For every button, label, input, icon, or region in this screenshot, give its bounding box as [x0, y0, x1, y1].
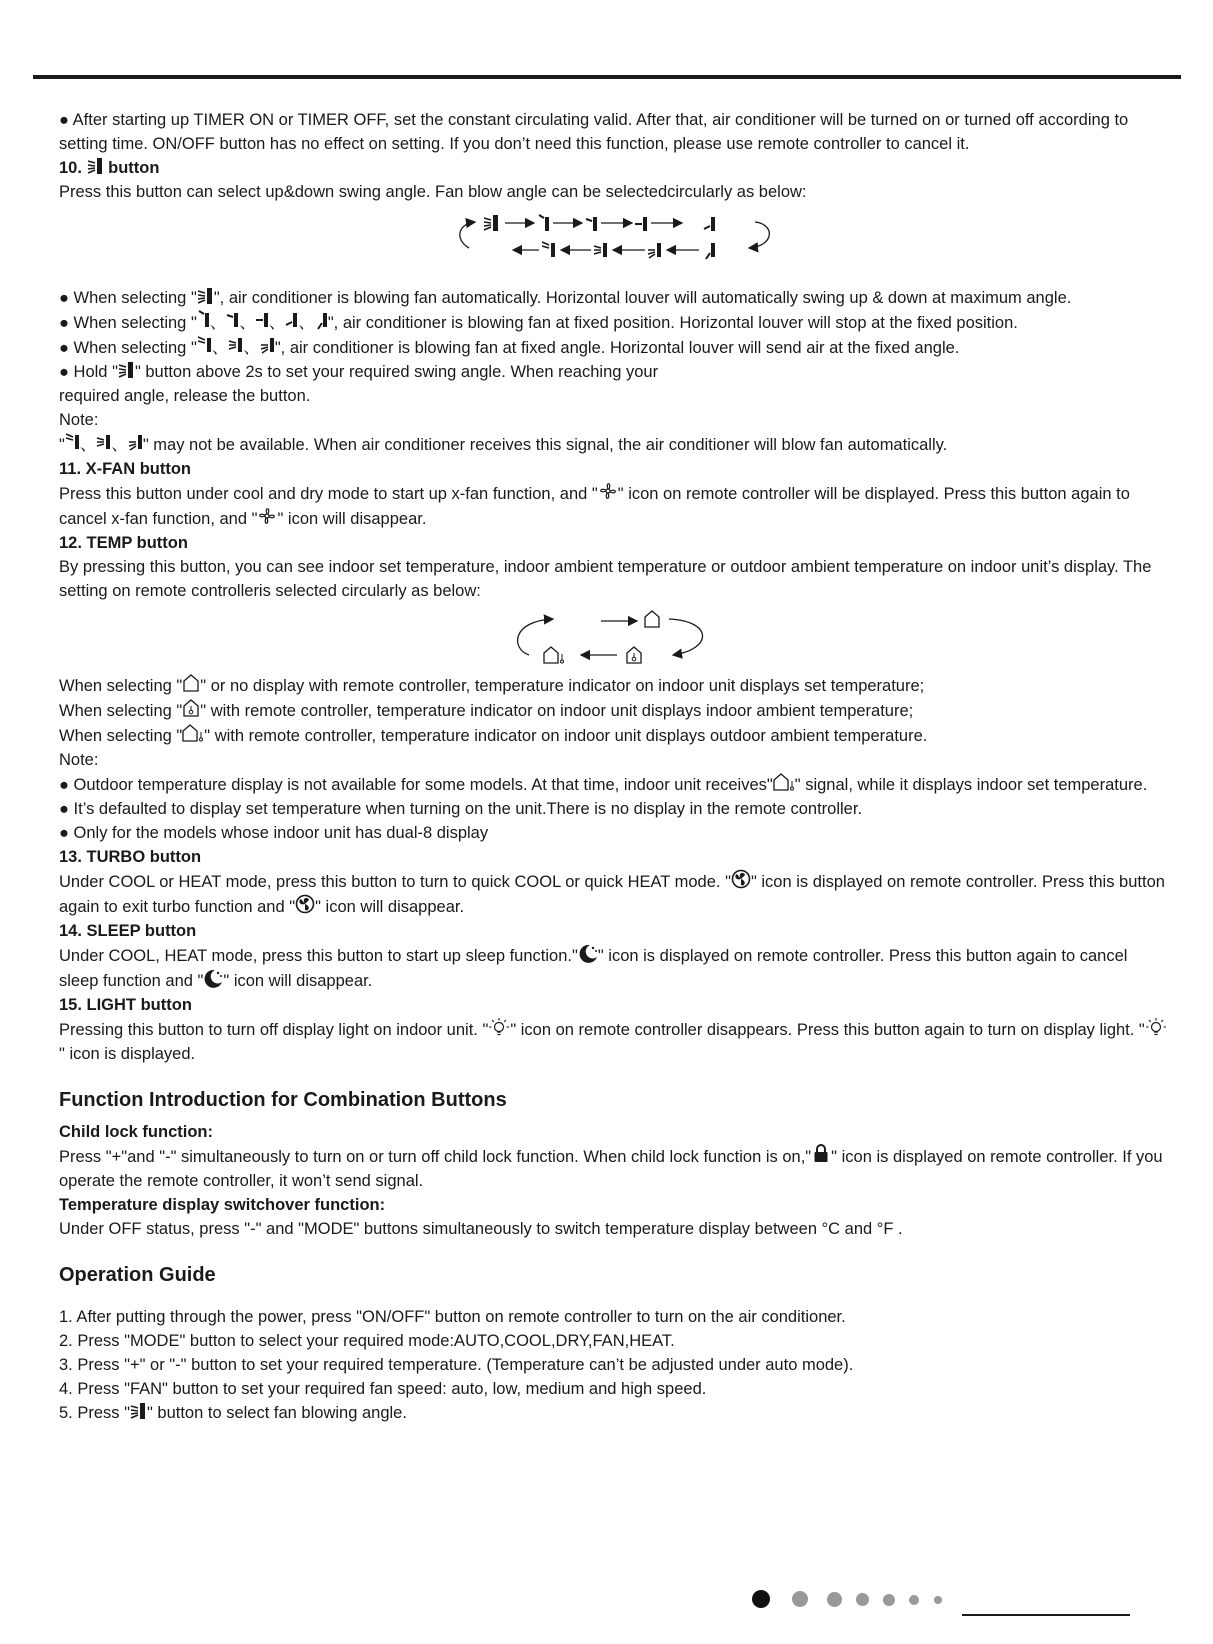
temp-note-3: ● Only for the models whose indoor unit has dual-8 display: [59, 824, 489, 842]
house-indoor-icon: [182, 698, 200, 718]
temp-note-2: ● It’s defaulted to display set temperature when turning on the unit.There is no display in the remote controller.: [59, 800, 863, 818]
lock-icon: [811, 1144, 831, 1164]
diagram-angle-2: [594, 243, 607, 257]
xfan-icon: [257, 506, 277, 526]
turbo-icon: [731, 869, 751, 889]
diagram-pos-3: [635, 217, 647, 231]
sleep-text: Under COOL, HEAT mode, press this button to start up sleep function." " icon is displayed on remote controller. Press this button again to cancel sleep function and " " icon will disappear.: [59, 943, 1169, 993]
house-set-icon: [182, 673, 200, 693]
sleep-heading: 14. SLEEP button: [59, 922, 197, 940]
louver-angle-1-icon: [197, 335, 212, 355]
guide-heading: Operation Guide: [59, 1264, 216, 1286]
timer-note: ● After starting up TIMER ON or TIMER OFF, set the constant circulating valid. After that, air conditioner will be turned on or turned off according to setting time. ON/OFF button has no effect on setting. If you don’t need this function, please use remote controller to cancel it.: [59, 111, 1129, 153]
swing-heading-label: button: [108, 159, 160, 177]
page-dot-active: [752, 1590, 770, 1608]
page-dot: [856, 1593, 869, 1606]
swing-heading-number: 10.: [59, 159, 82, 177]
sleep-icon: [203, 968, 223, 988]
diagram-swing-auto: [484, 215, 498, 231]
louver-pos-3-icon: [256, 310, 269, 330]
swing-note-label: Note:: [59, 411, 99, 429]
guide-step-5: 5. Press " " button to select fan blowing angle.: [59, 1404, 407, 1422]
page-dot: [792, 1591, 808, 1607]
light-heading: 15. LIGHT button: [59, 996, 192, 1014]
louver-pos-2-icon: [226, 310, 239, 330]
child-lock-text: Press "+"and "-" simultaneously to turn on or turn off child lock function. When child lock function is on," " icon is displayed on remote controller. If you operate the remote controller, it won’t send signal.: [59, 1144, 1169, 1193]
document-body: [59, 108, 1169, 1425]
guide-step-4: 4. Press "FAN" button to set your required fan speed: auto, low, medium and high speed.: [59, 1380, 707, 1398]
swing-bullet-hold: ● Hold " " button above 2s to set your required swing angle. When reaching your: [59, 363, 659, 381]
temp-note-1: ● Outdoor temperature display is not available for some models. At that time, indoor unit receives" " signal, while it displays indoor set temperature.: [59, 772, 1169, 797]
guide-step-3: 3. Press "+" or "-" button to set your required temperature. (Temperature can’t be adjusted under auto mode).: [59, 1356, 854, 1374]
louver-angle-2-icon: [228, 335, 243, 355]
diagram-house-indoor: [627, 647, 641, 663]
diagram-pos-5: [706, 243, 715, 259]
page-dot: [909, 1595, 919, 1605]
swing-bullet-auto: ● When selecting " ", air conditioner is blowing fan automatically. Horizontal louver will automatically swing up & down at maximum angle.: [59, 289, 1072, 307]
louver-angle-1-icon: [65, 432, 80, 452]
swing-note: " 、 、 " may not be available. When air conditioner receives this signal, the air conditioner will blow fan automatically.: [59, 432, 1169, 457]
xfan-heading: 11. X-FAN button: [59, 460, 191, 478]
swing-intro: Press this button can select up&down swing angle. Fan blow angle can be selectedcircularly as below:: [59, 183, 807, 201]
swing-icon: [197, 287, 214, 305]
swing-bullet-position: ● When selecting " 、 、 、 、 ", air conditioner is blowing fan at fixed position. Horizontal louver will stop at the fixed position.: [59, 310, 1169, 335]
page-dot: [827, 1592, 842, 1607]
light-bulb-icon: [1145, 1017, 1167, 1037]
top-rule: [33, 75, 1181, 79]
sleep-icon: [578, 943, 598, 963]
swing-cycle-diagram: [449, 210, 779, 276]
swing-icon: [87, 157, 104, 175]
diagram-angle-3: [648, 243, 661, 258]
page-dot: [883, 1594, 895, 1606]
house-outdoor-icon: [182, 723, 204, 743]
combo-heading: Function Introduction for Combination Buttons: [59, 1089, 507, 1111]
turbo-text: Under COOL or HEAT mode, press this button to turn to quick COOL or quick HEAT mode. " " icon is displayed on remote controller. Press this button again to exit turbo function and " " icon will disappear.: [59, 869, 1169, 919]
louver-pos-5-icon: [315, 310, 328, 330]
guide-step-2: 2. Press "MODE" button to select your required mode:AUTO,COOL,DRY,FAN,HEAT.: [59, 1332, 675, 1350]
temp-line-indoor: When selecting " " with remote controller, temperature indicator on indoor unit displays indoor ambient temperature;: [59, 698, 1169, 723]
child-lock-heading: Child lock function:: [59, 1123, 213, 1141]
temp-note-label: Note:: [59, 751, 99, 769]
temp-heading: 12. TEMP button: [59, 534, 188, 552]
temp-line-outdoor: When selecting " " with remote controller, temperature indicator on indoor unit displays outdoor ambient temperature.: [59, 723, 1169, 748]
louver-angle-3-icon: [128, 432, 143, 452]
light-bulb-icon: [488, 1017, 510, 1037]
diagram-pos-1: [539, 215, 549, 231]
louver-angle-2-icon: [96, 432, 111, 452]
turbo-heading: 13. TURBO button: [59, 848, 202, 866]
light-text: Pressing this button to turn off display light on indoor unit. " " icon on remote controller disappears. Press this button again to turn on display light. "" icon is displayed.: [59, 1017, 1169, 1066]
diagram-house-outdoor: [544, 647, 564, 663]
switchover-text: Under OFF status, press "-" and "MODE" buttons simultaneously to switch temperature display between °C and °F .: [59, 1220, 903, 1238]
diagram-house-set: [645, 611, 659, 627]
louver-angle-3-icon: [260, 335, 275, 355]
footer-rule: [962, 1614, 1130, 1616]
swing-heading: [59, 156, 1169, 180]
diagram-pos-4: [704, 217, 715, 231]
swing-icon: [130, 1402, 147, 1420]
swing-icon: [118, 361, 135, 379]
diagram-pos-2: [586, 217, 597, 231]
temp-line-set: When selecting " " or no display with remote controller, temperature indicator on indoor unit displays set temperature;: [59, 673, 1169, 698]
page-dot: [934, 1596, 942, 1604]
louver-pos-1-icon: [197, 310, 210, 330]
swing-hold-line2: required angle, release the button.: [59, 387, 311, 405]
guide-step-1: 1. After putting through the power, press "ON/OFF" button on remote controller to turn on the air conditioner.: [59, 1308, 846, 1326]
diagram-angle-1: [542, 242, 555, 257]
temp-intro: By pressing this button, you can see indoor set temperature, indoor ambient temperature or outdoor ambient temperature on indoor unit’s display. The setting on remote controlleris selected circularly as below:: [59, 558, 1152, 600]
xfan-icon: [598, 481, 618, 501]
temp-cycle-diagram: [509, 607, 719, 669]
louver-pos-4-icon: [285, 310, 298, 330]
xfan-text: Press this button under cool and dry mode to start up x-fan function, and " " icon on remote controller will be displayed. Press this button again to cancel x-fan function, and " " icon will disappear.: [59, 481, 1169, 531]
swing-bullet-angle: ● When selecting " 、 、 ", air conditioner is blowing fan at fixed angle. Horizontal louver will send air at the fixed angle.: [59, 335, 1169, 360]
turbo-icon: [295, 894, 315, 914]
switchover-heading: Temperature display switchover function:: [59, 1196, 386, 1214]
house-outdoor-icon: [773, 772, 795, 792]
